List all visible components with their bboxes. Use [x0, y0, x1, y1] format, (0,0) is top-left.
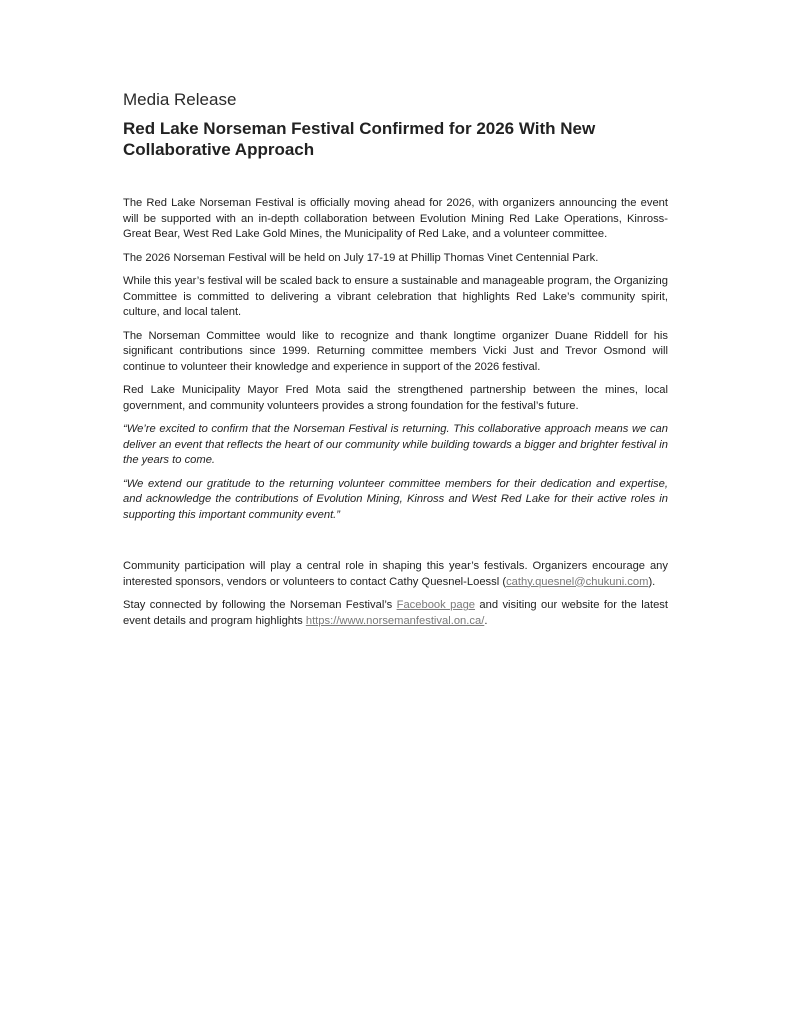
mayor-quote-1: “We’re excited to confirm that the Norseman Festival is returning. This collaborative approach means we can deliver an event that reflects the heart of our community while building towards a bigger and brighter festival in the years to come.	[123, 423, 668, 466]
section-spacer	[123, 531, 668, 559]
stay-connected-start: Stay connected by following the Norseman Festival’s	[123, 599, 397, 611]
mayor-quote-2: “We extend our gratitude to the returning volunteer committee members for their dedication and expertise, and acknowledge the contributions of Evolution Mining, Kinross and West Red Lake for their active roles in supporting this important community event.”	[123, 477, 668, 521]
paragraph-stay-connected	[123, 598, 668, 629]
paragraph-date-location: The 2026 Norseman Festival will be held on July 17-19 at Phillip Thomas Vinet Centennial Park.	[123, 251, 599, 264]
stay-connected-end: .	[484, 614, 488, 627]
facebook-page-link[interactable]: Facebook page	[396, 599, 476, 611]
media-release-page	[123, 90, 668, 637]
paragraph-scaled-back: While this year’s festival will be scaled back to ensure a sustainable and manageable program, the Organizing Committee is committed to delivering a vibrant celebration that highlights Red Lake’s community spirit, culture, and local talent.	[123, 275, 668, 318]
paragraph-mayor: Red Lake Municipality Mayor Fred Mota said the strengthened partnership between the mines, local government, and community volunteers provides a strong foundation for the festival’s future.	[123, 384, 668, 412]
release-headline: Red Lake Norseman Festival Confirmed for 2026 With New Collaborative Approach	[123, 119, 596, 159]
release-kicker: Media Release	[123, 90, 237, 109]
participation-text: Community participation will play a central role in shaping this year’s festivals. Organizers encourage any interested sponsors, vendors or volunteers to contact Cathy Quesnel-Loessl (	[123, 560, 668, 588]
festival-website-link[interactable]: https://www.norsemanfestival.on.ca/	[305, 614, 485, 627]
contact-email-link[interactable]: cathy.quesnel@chukuni.com	[506, 575, 649, 588]
paragraph-participation	[123, 559, 668, 590]
paragraph-intro: The Red Lake Norseman Festival is officially moving ahead for 2026, with organizers announcing the event will be supported with an in-depth collaboration between Evolution Mining Red Lake Operations, Kinross-Great Bear, West Red Lake Gold Mines, the Municipality of Red Lake, and a volunteer committee.	[123, 197, 668, 240]
stay-connected-mid: and visiting our website for the latest event details and program highlights	[123, 599, 668, 627]
paragraph-committee: The Norseman Committee would like to recognize and thank longtime organizer Duane Riddell for his significant contributions since 1999. Returning committee members Vicki Just and Trevor Osmond will continue to volunteer their knowledge and experience in support of the 2026 festival.	[123, 329, 668, 373]
participation-end: ).	[648, 575, 656, 588]
